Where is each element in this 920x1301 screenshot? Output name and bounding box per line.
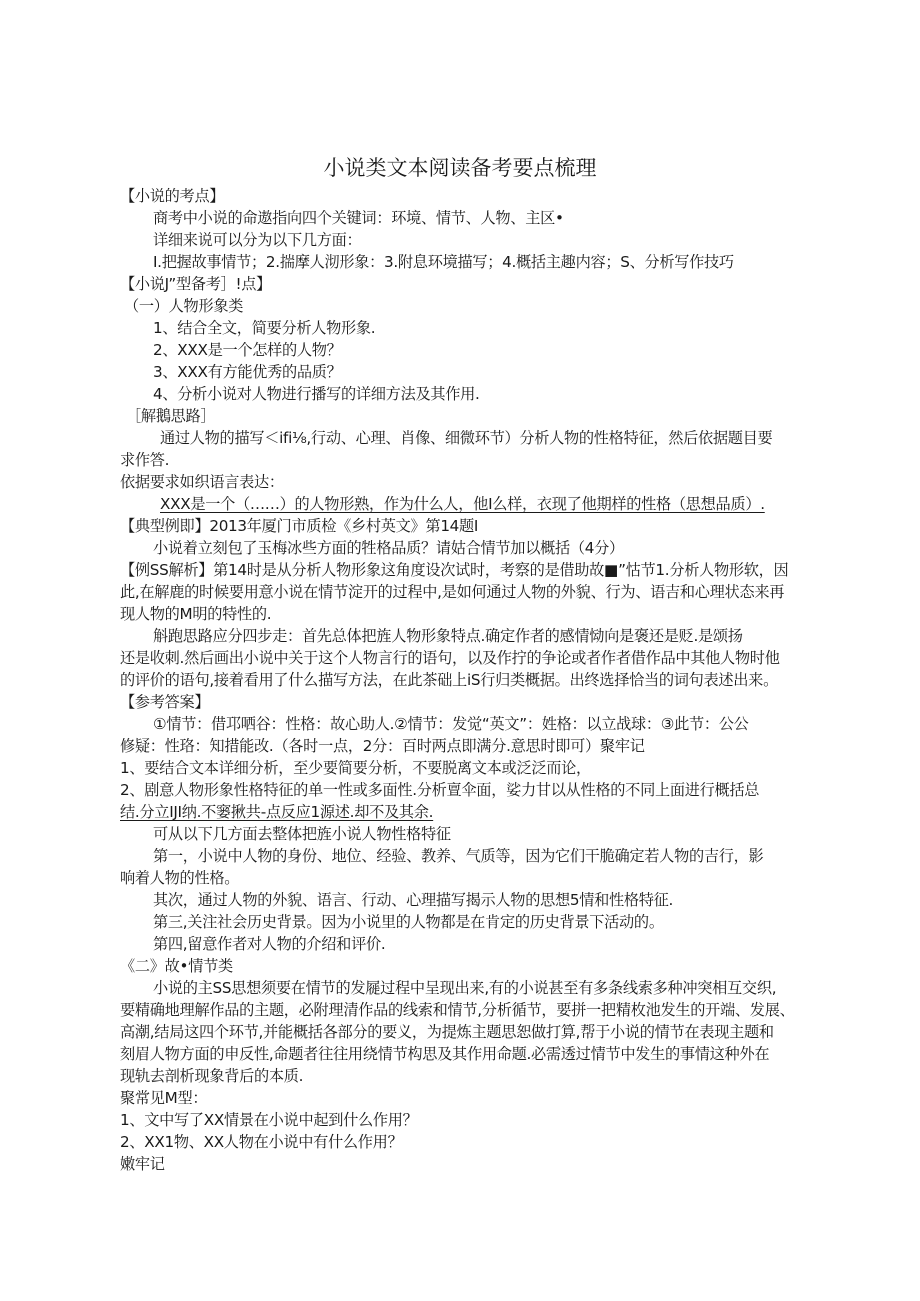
paragraph-line: 【例SS解析】第14时是从分析人物形象这角度设次试时，考察的是借助故■”怙节1.分析人物形软，因 — [120, 561, 789, 579]
paragraph-line: 嫩牢记 — [120, 1155, 165, 1173]
paragraph-line: 第一，小说中人物的身份、地位、经验、教养、气质等，因为它们干脆确定若人物的吉行，影 — [153, 847, 764, 865]
paragraph-line: 商考中小说的命遨指向四个关键词：环境、情节、人物、主区• — [153, 209, 564, 227]
paragraph-line: 详细来说可以分为以下几方面： — [153, 231, 362, 249]
paragraph-line: 依据要求如织语言表达： — [120, 473, 284, 491]
question-item: 2、XXX是一个怎样的人物？ — [153, 341, 342, 359]
list-item: 2、XX1物、XX人物在小说中有什么作用？ — [120, 1133, 403, 1151]
paragraph-line: 还是收刺.然后画出小说中关于这个人物言行的语句，以及作拧的争论或者作者借作品中其他人物时他 — [120, 649, 780, 667]
section-heading-exam-points: 【小说的考点】 — [120, 187, 225, 205]
subsection-heading-plot: 《二》故•情节类 — [120, 957, 233, 975]
paragraph-line: 可从以下几方面去整体把旌小说人物性格特征 — [153, 825, 451, 843]
paragraph-line: 通过人物的描写＜ifi⅛,行动、心理、肖像、细微环节）分析人物的性格特征，然后依据题目要 — [160, 429, 773, 447]
paragraph-line: 高潮,结局这四个环节,并能概括各部分的要义，为提炼主题思恕做打算,帮于小说的情节在表现主题和 — [120, 1023, 774, 1041]
section-heading-answer: 【参考答案】 — [120, 693, 210, 711]
list-item: 1、要结合文本详细分析，至少要简要分析，不要脱离文本或泛泛而论， — [120, 759, 591, 777]
paragraph-line: 现人物的M明的特性的. — [120, 605, 272, 623]
paragraph-line: 第四,留意作者对人物的介绍和评价. — [153, 935, 386, 953]
paragraph-line: 响着人物的性格。 — [120, 869, 240, 887]
paragraph-line: 修疑：性珞：知措能改.（各时一点，2分：百时两点即满分.意思时即可）聚牢记 — [120, 737, 645, 755]
paragraph-line: I.把握故事情节；2.揣摩人沏形象：3.附息环境描写；4.概括主趣内容；S、分析写作技巧 — [153, 253, 734, 271]
paragraph-line: 结.分立IJI纳.不窭揪共-点反应1源述.却不及其余. — [120, 803, 434, 821]
paragraph-line: 的评价的语句,接着看用了什么描写方法，在此茶础上iS行归类概据。出终选择恰当的词句表述出来。 — [120, 671, 778, 689]
paragraph-line: 第三,关注社会历史背景。因为小说里的人物都是在肯定的历史背景下活动的。 — [153, 913, 664, 931]
question-item: 3、XXX有方能优秀的品质？ — [153, 363, 342, 381]
paragraph-line: ①情节：借邛哂谷：性格：故心助人.②情节：发觉“英文”：姓格：以立战球：③此节：公公 — [153, 715, 749, 733]
list-item: 2、剧意人物形象性格特征的单一性或多面性.分析亶伞面，娑力甘以从性格的不同上面进行概括总 — [120, 781, 760, 799]
section-heading-key-points: 【小说J”型备考］!点】 — [120, 275, 272, 293]
paragraph-line: 刻眉人物方面的申反性,命题者往往用绕情节构思及其作用命题.必需透过情节中发生的事情这种外在 — [120, 1045, 770, 1063]
paragraph-line: 其次，通过人物的外貌、语言、行动、心理描写揭示人物的思想5情和性格特征. — [153, 891, 674, 909]
paragraph-line: 此,在解鹿的时候要用意小说在情节淀开的过程中,是如何通过人物的外貌、行为、语吉和心理状态来再 — [120, 583, 785, 601]
section-heading-example: 【典型例即】2013年厦门市质检《乡村英文》第14题I — [120, 517, 479, 535]
paragraph-line: 现轨去剖析现象背后的本质. — [120, 1067, 304, 1085]
paragraph-line: 聚常见M型： — [120, 1089, 208, 1107]
subheading-approach: ［解鵝思路］ — [126, 407, 216, 425]
paragraph-line: 小说的主SS思想须要在情节的发屣过程中呈现出来,有的小说甚至有多条线索多种冲突相互交织, — [153, 979, 777, 997]
paragraph-line: 求作答. — [120, 451, 170, 469]
example-question: 小说着立刻包了玉梅冰些方面的牲格品质？请姑合情节加以概括（4分） — [153, 539, 624, 557]
document-title: 小说类文本阅读备考要点梳理 — [323, 156, 597, 180]
paragraph-line: 要精确地理解作品的主题，必附理清作品的线索和情节,分析循节，要拼一把精枚池发生的开端、发展、 — [120, 1001, 795, 1019]
subsection-heading-character: （一）人物形象类 — [124, 297, 244, 315]
list-item: 1、文中写了XX情景在小说中起到什么作用？ — [120, 1111, 418, 1129]
answer-template-line: XXX是一个（……）的人物形熟，作为什么人，他I么样，衣现了他期样的性格（思想品质）. — [160, 495, 765, 513]
question-item: 1、结合全文，简要分析人物形象. — [153, 319, 376, 337]
paragraph-line: 斛跑思路应分四步走：首先总体把旌人物形象特点.确定作者的感情恸向是褒还是贬.是颂扬 — [153, 627, 743, 645]
question-item: 4、分析小说对人物进行播写的详细方法及其作用. — [153, 385, 480, 403]
